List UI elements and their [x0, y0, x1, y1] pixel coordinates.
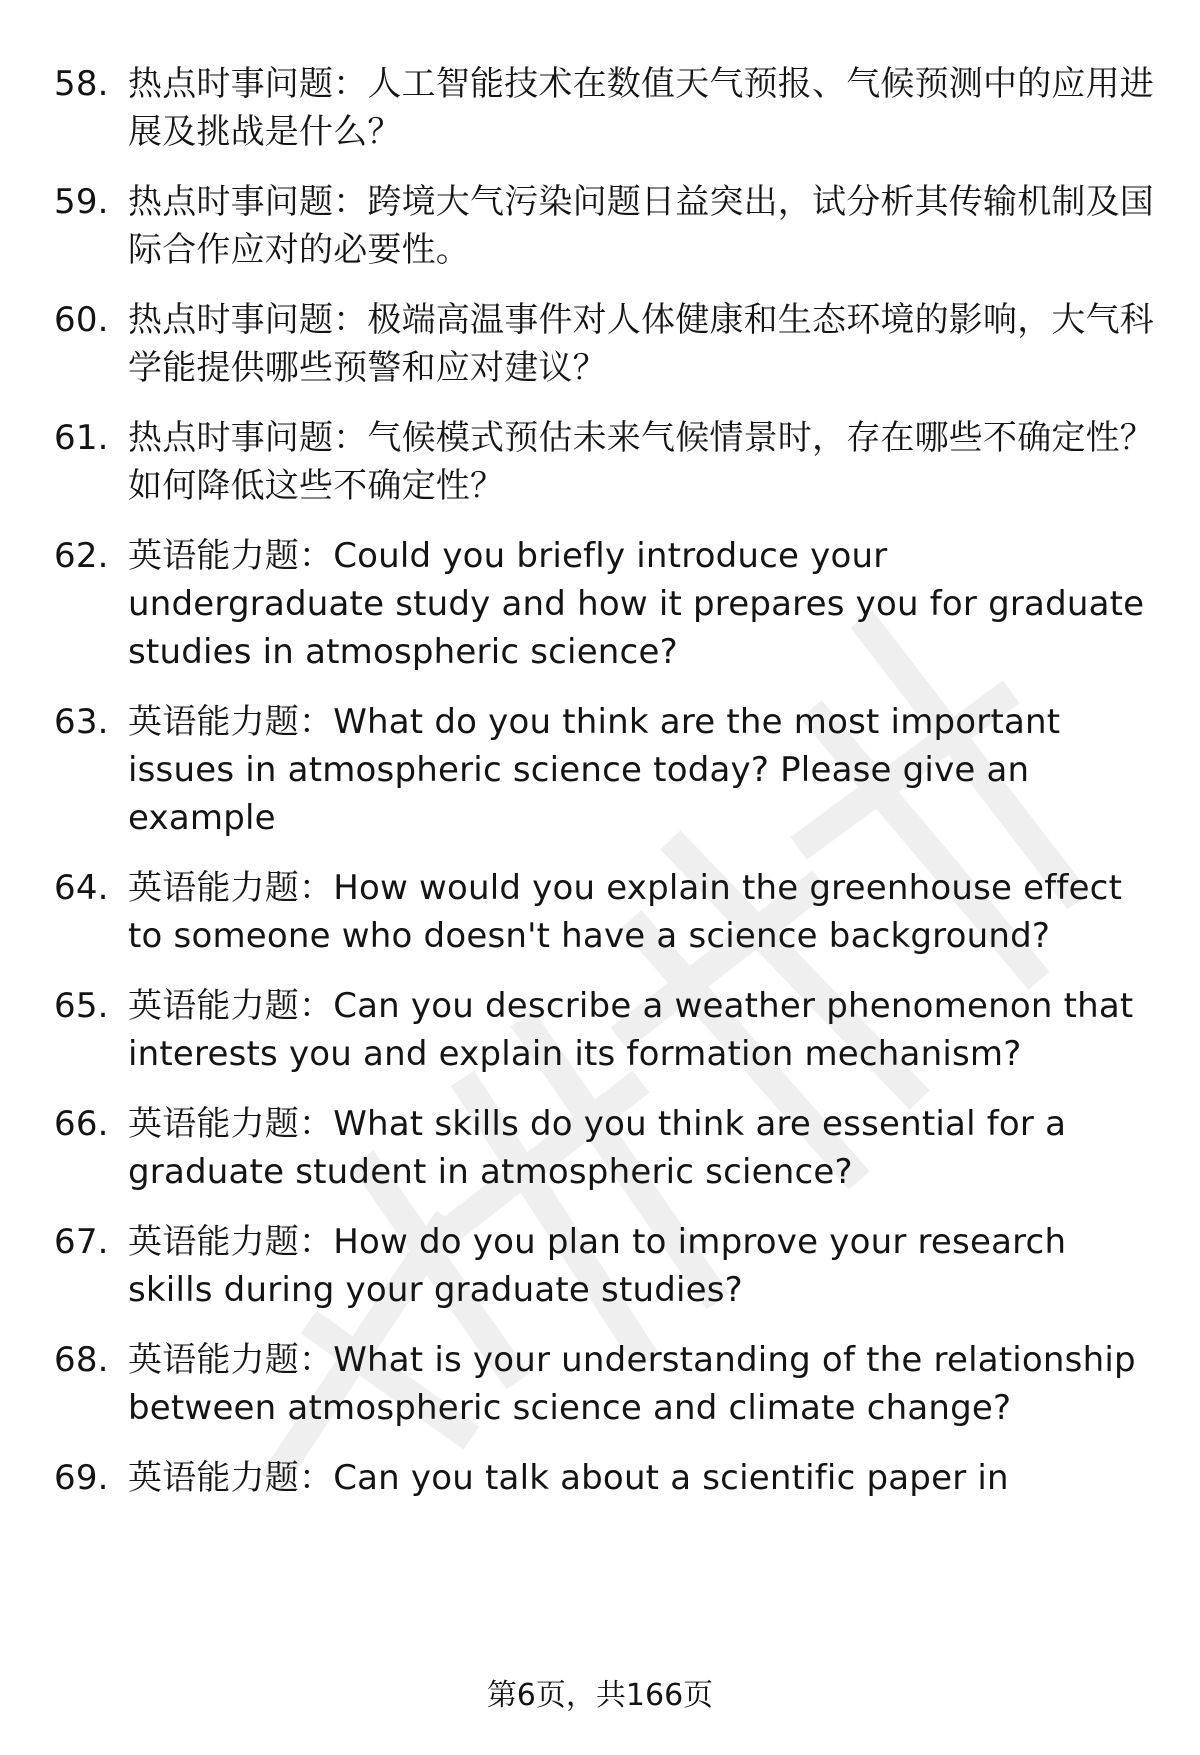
question-item-60 — [54, 296, 1154, 392]
question-text: 英语能力题：What do you think are the most important issues in atmospheric science today? Please give an example — [128, 702, 1061, 838]
question-number: 66. — [54, 1104, 109, 1144]
question-text: 热点时事问题：极端高温事件对人体健康和生态环境的影响，大气科学能提供哪些预警和应对建议？ — [128, 300, 1154, 388]
question-item-66 — [54, 1100, 1154, 1196]
page-footer: 第6页，共166页 — [486, 1678, 714, 1713]
question-text: 英语能力题：Can you describe a weather phenomenon that interests you and explain its formation mechanism? — [128, 986, 1134, 1074]
question-text: 英语能力题：Can you talk about a scientific paper in — [128, 1458, 1009, 1498]
question-number: 64. — [54, 868, 109, 908]
question-number: 62. — [54, 536, 109, 576]
question-text: 英语能力题：What is your understanding of the relationship between atmospheric science and climate change? — [128, 1340, 1136, 1428]
question-text: 英语能力题：How would you explain the greenhouse effect to someone who doesn't have a science background? — [128, 868, 1123, 956]
question-number: 63. — [54, 702, 109, 742]
question-item-59 — [54, 178, 1154, 274]
question-number: 65. — [54, 986, 109, 1026]
question-number: 61. — [54, 418, 109, 458]
question-item-64 — [54, 864, 1154, 960]
question-item-69 — [54, 1454, 1154, 1502]
question-list — [54, 60, 1154, 1502]
question-text: 热点时事问题：跨境大气污染问题日益突出，试分析其传输机制及国际合作应对的必要性。 — [128, 182, 1154, 270]
question-number: 59. — [54, 182, 109, 222]
question-number: 58. — [54, 64, 109, 104]
question-text: 英语能力题：How do you plan to improve your research skills during your graduate studies? — [128, 1222, 1067, 1310]
question-item-58 — [54, 60, 1154, 156]
question-item-61 — [54, 414, 1154, 510]
question-text: 热点时事问题：气候模式预估未来气候情景时，存在哪些不确定性？如何降低这些不确定性？ — [128, 418, 1154, 506]
question-item-63 — [54, 698, 1154, 842]
question-number: 69. — [54, 1458, 109, 1498]
question-item-67 — [54, 1218, 1154, 1314]
question-number: 67. — [54, 1222, 109, 1262]
question-text: 英语能力题：What skills do you think are essential for a graduate student in atmospheric science? — [128, 1104, 1067, 1192]
question-text: 英语能力题：Could you briefly introduce your undergraduate study and how it prepares you for graduate studies in atmospheric science? — [128, 536, 1145, 672]
question-number: 60. — [54, 300, 109, 340]
question-number: 68. — [54, 1340, 109, 1380]
question-item-62 — [54, 532, 1154, 676]
question-text: 热点时事问题：人工智能技术在数值天气预报、气候预测中的应用进展及挑战是什么？ — [128, 64, 1154, 152]
question-item-68 — [54, 1336, 1154, 1432]
question-item-65 — [54, 982, 1154, 1078]
